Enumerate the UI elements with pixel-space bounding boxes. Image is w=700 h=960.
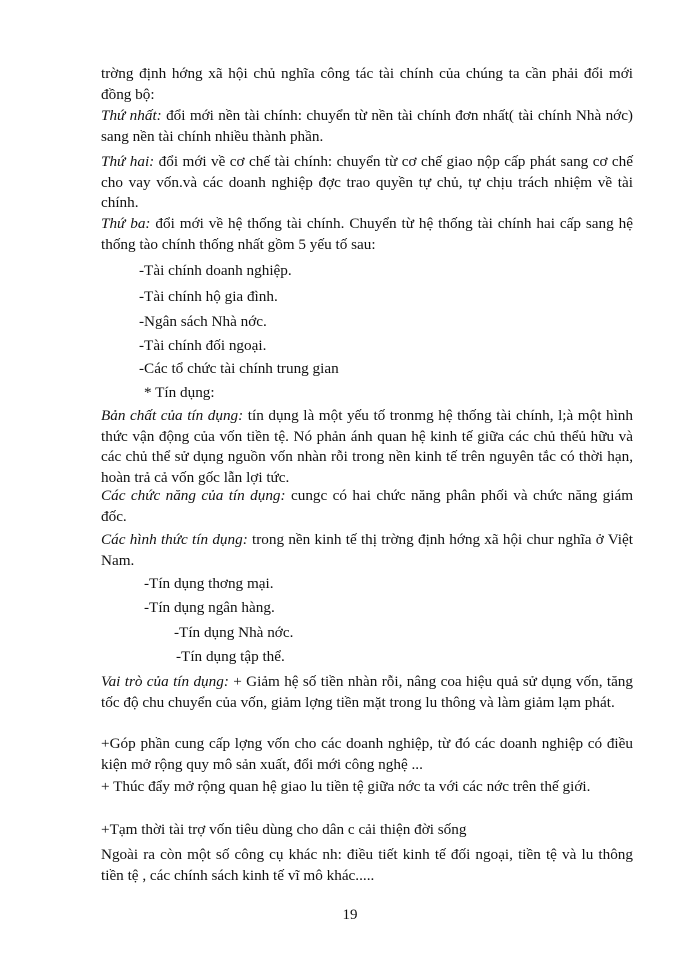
finance-list-item: -Tài chính đối ngoại. [139, 337, 267, 354]
intro-paragraph: trờng định hớng xã hội chủ nghĩa công tác tài chính của chúng ta cần phải đổi mới đồng bộ: [101, 65, 633, 103]
closing-paragraph: Ngoài ra còn một số công cụ khác nh: điều tiết kinh tế đối ngoại, tiền tệ và lu thông tiền tệ , các chính sách kinh tế vĩ mô khác..... [101, 846, 633, 884]
credit-forms-paragraph: Các hình thức tín dụng: trong nền kinh tế thị trờng định hớng xã hội chur nghĩa ở Việt Nam. [101, 531, 633, 569]
first-reform-paragraph: Thứ nhất: đổi mới nền tài chính: chuyển từ nền tài chính đơn nhất( tài chính Nhà nớc) sang nền tài chính nhiều thành phần. [101, 107, 633, 145]
finance-list-item: -Ngân sách Nhà nớc. [139, 313, 267, 330]
credit-form-item: -Tín dụng Nhà nớc. [174, 624, 294, 641]
finance-list-item: -Các tổ chức tài chính trung gian [139, 360, 339, 377]
second-reform-paragraph: Thứ hai: đổi mới về cơ chế tài chính: chuyển từ cơ chế giao nộp cấp phát sang cơ chế cho vay vốn.và các doanh nghiệp đợc trao quyền tự chủ, tự chịu trách nhiệm về tài chính. [101, 153, 633, 211]
credit-heading: * Tín dụng: [144, 384, 215, 401]
finance-list-item: -Tài chính hộ gia đình. [139, 288, 278, 305]
credit-role-3: + Thúc đẩy mở rộng quan hệ giao lu tiền tệ giữa nớc ta với các nớc trên thế giới. [101, 778, 591, 795]
credit-nature-paragraph: Bản chất của tín dụng: tín dụng là một yếu tố tronmg hệ thống tài chính, l;à một hình thức vận động của vốn tiền tệ. Nó phản ánh quan hệ kinh tế giữa các chủ thểủ hữu và các chủ thể sử dụng nguồn vốn nhàn rỗi trong nền kinh tế trên nguyên tắc có thời hạn, hoàn trả cả vốn gốc lẫn lợi tức. [101, 407, 633, 486]
credit-form-item: -Tín dụng ngân hàng. [144, 599, 275, 616]
credit-forms-label: Các hình thức tín dụng: [101, 531, 248, 548]
credit-role-4: +Tạm thời tài trợ vốn tiêu dùng cho dân c cải thiện đời sống [101, 821, 467, 838]
page-number: 19 [342, 907, 358, 923]
credit-functions-paragraph: Các chức năng của tín dụng: cungc có hai chức năng phân phối và chức năng giám đốc. [101, 487, 634, 525]
credit-form-item: -Tín dụng thơng mại. [144, 575, 274, 592]
second-label: Thứ hai: [101, 153, 155, 170]
credit-role-2: +Góp phần cung cấp lợng vốn cho các doanh nghiệp, từ đó các doanh nghiệp có điều kiện mở rộng quy mô sản xuất, đổi mới công nghệ ... [101, 735, 633, 773]
third-label: Thứ ba: [101, 215, 151, 232]
credit-roles-paragraph: Vai trò của tín dụng: + Giảm hệ số tiền nhàn rỗi, nâng coa hiệu quả sử dụng vốn, tăng tốc độ chu chuyển của vốn, giảm lợng tiền mặt trong lu thông và làm giảm lạm phát. [101, 673, 633, 711]
credit-functions-label: Các chức năng của tín dụng: [101, 487, 286, 504]
credit-nature-label: Bản chất của tín dụng: [101, 407, 244, 424]
credit-roles-label: Vai trò của tín dụng: [101, 673, 229, 690]
finance-list-item: -Tài chính doanh nghiệp. [139, 262, 292, 279]
first-label: Thứ nhất: [101, 107, 162, 124]
credit-form-item: -Tín dụng tập thể. [176, 648, 285, 665]
third-reform-paragraph: Thứ ba: đổi mới về hệ thống tài chính. Chuyển từ hệ thống tài chính hai cấp sang hệ thống tào chính thống nhất gồm 5 yếu tố sau: [101, 215, 633, 253]
